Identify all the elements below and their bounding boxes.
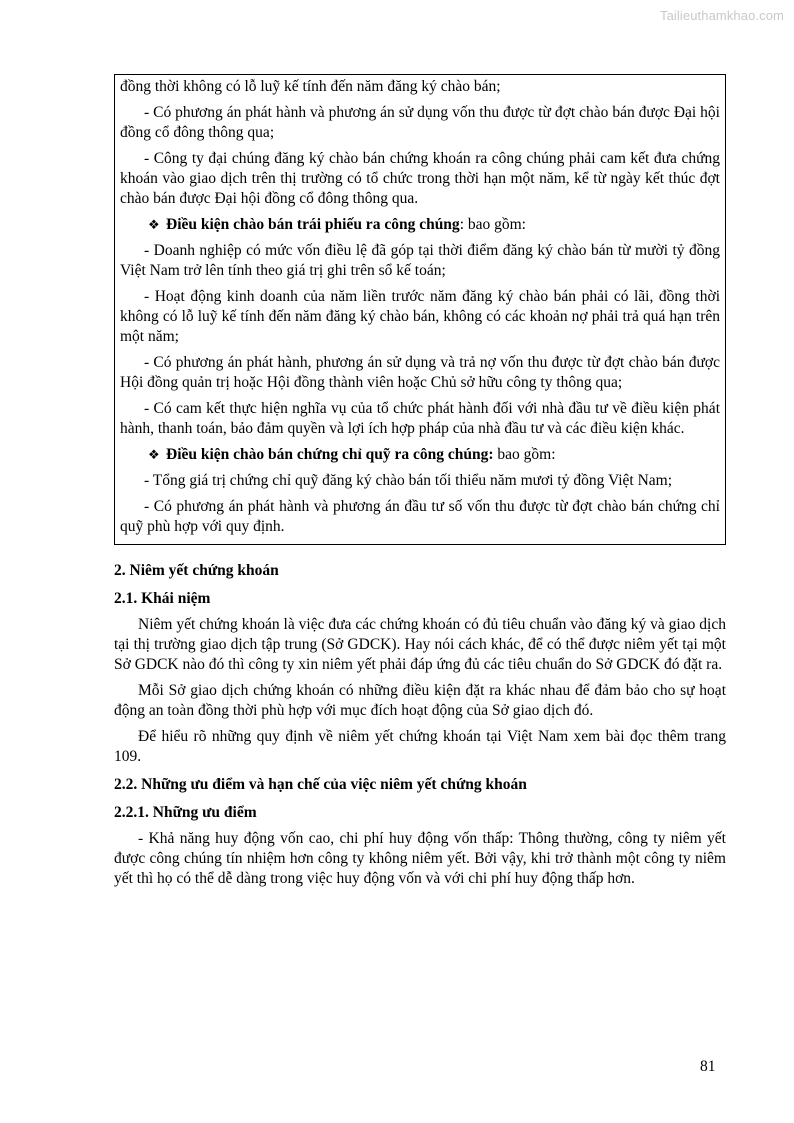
bond-conditions-title: Điều kiện chào bán trái phiếu ra công chúng: [166, 216, 460, 233]
body-paragraph: Niêm yết chứng khoán là việc đưa các chứng khoán có đủ tiêu chuẩn vào đăng ký và giao dịch tại thị trường giao dịch tập trung (Sở GDCK). Hay nói cách khác, để có thể được niêm yết tại một Sở GDCK nào đó thì công ty xin niêm yết phải đáp ứng đủ các tiêu chuẩn do Sở GDCK đó đặt ra.: [114, 616, 726, 673]
fund-conditions-title: Điều kiện chào bán chứng chỉ quỹ ra công chúng:: [166, 446, 494, 463]
conditions-box: [114, 74, 726, 545]
body-paragraph: Để hiểu rõ những quy định về niêm yết chứng khoán tại Việt Nam xem bài đọc thêm trang 109.: [114, 728, 726, 765]
box-paragraph: - Hoạt động kinh doanh của năm liền trước năm đăng ký chào bán phải có lãi, đồng thời không có lỗ luỹ kế tính đến năm đăng ký chào bán, không có các khoản nợ phải trả quá hạn trên một năm;: [120, 288, 720, 345]
bond-conditions-suffix: : bao gồm:: [459, 216, 526, 233]
body-paragraph: - Khả năng huy động vốn cao, chi phí huy động vốn thấp: Thông thường, công ty niêm yết được công chúng tín nhiệm hơn công ty không niêm yết. Bởi vậy, khi trở thành một công ty niêm yết thì họ có thể dễ dàng trong việc huy động vốn và với chi phí huy động thấp hơn.: [114, 830, 726, 887]
fund-conditions-suffix: bao gồm:: [493, 446, 556, 463]
box-paragraph: - Doanh nghiệp có mức vốn điều lệ đã góp tại thời điểm đăng ký chào bán từ mười tỷ đồng Việt Nam trở lên tính theo giá trị ghi trên sổ kế toán;: [120, 242, 720, 279]
body-paragraph: Mỗi Sở giao dịch chứng khoán có những điều kiện đặt ra khác nhau để đảm bảo cho sự hoạt động an toàn đồng thời phù hợp với mục đích hoạt động của Sở giao dịch đó.: [114, 682, 726, 719]
page-number: 81: [700, 1058, 716, 1075]
box-paragraph: - Có phương án phát hành, phương án sử dụng và trả nợ vốn thu được từ đợt chào bán được Hội đồng quản trị hoặc Hội đồng thành viên hoặc Chủ sở hữu công ty thông qua;: [120, 354, 720, 391]
bond-conditions-heading: [120, 215, 720, 235]
subsection-title: 2.1. Khái niệm: [114, 590, 211, 607]
diamond-bullet-icon: ❖: [148, 447, 160, 462]
box-paragraph: - Tổng giá trị chứng chỉ quỹ đăng ký chào bán tối thiểu năm mươi tỷ đồng Việt Nam;: [144, 472, 673, 489]
box-paragraph: - Có phương án phát hành và phương án đầu tư số vốn thu được từ đợt chào bán chứng chỉ quỹ phù hợp với quy định.: [120, 498, 720, 535]
diamond-bullet-icon: ❖: [148, 217, 160, 232]
box-paragraph: - Có cam kết thực hiện nghĩa vụ của tổ chức phát hành đối với nhà đầu tư về điều kiện phát hành, thanh toán, bảo đảm quyền và lợi ích hợp pháp của nhà đầu tư và các điều kiện khác.: [120, 400, 720, 437]
box-paragraph: đồng thời không có lỗ luỹ kế tính đến năm đăng ký chào bán;: [120, 78, 501, 95]
document-page: [114, 74, 726, 895]
subsubsection-title: 2.2.1. Những ưu điểm: [114, 804, 257, 821]
section-title: 2. Niêm yết chứng khoán: [114, 562, 279, 579]
box-paragraph: - Có phương án phát hành và phương án sử dụng vốn thu được từ đợt chào bán được Đại hội đồng cổ đông thông qua;: [120, 104, 720, 141]
watermark-text: Tailieuthamkhao.com: [659, 8, 784, 23]
subsection-title: 2.2. Những ưu điểm và hạn chế của việc niêm yết chứng khoán: [114, 776, 527, 793]
box-paragraph: - Công ty đại chúng đăng ký chào bán chứng khoán ra công chúng phải cam kết đưa chứng khoán vào giao dịch trên thị trường có tổ chức trong thời hạn một năm, kể từ ngày kết thúc đợt chào bán được Đại hội đồng cổ đông thông qua.: [120, 150, 720, 207]
fund-conditions-heading: [120, 445, 720, 465]
